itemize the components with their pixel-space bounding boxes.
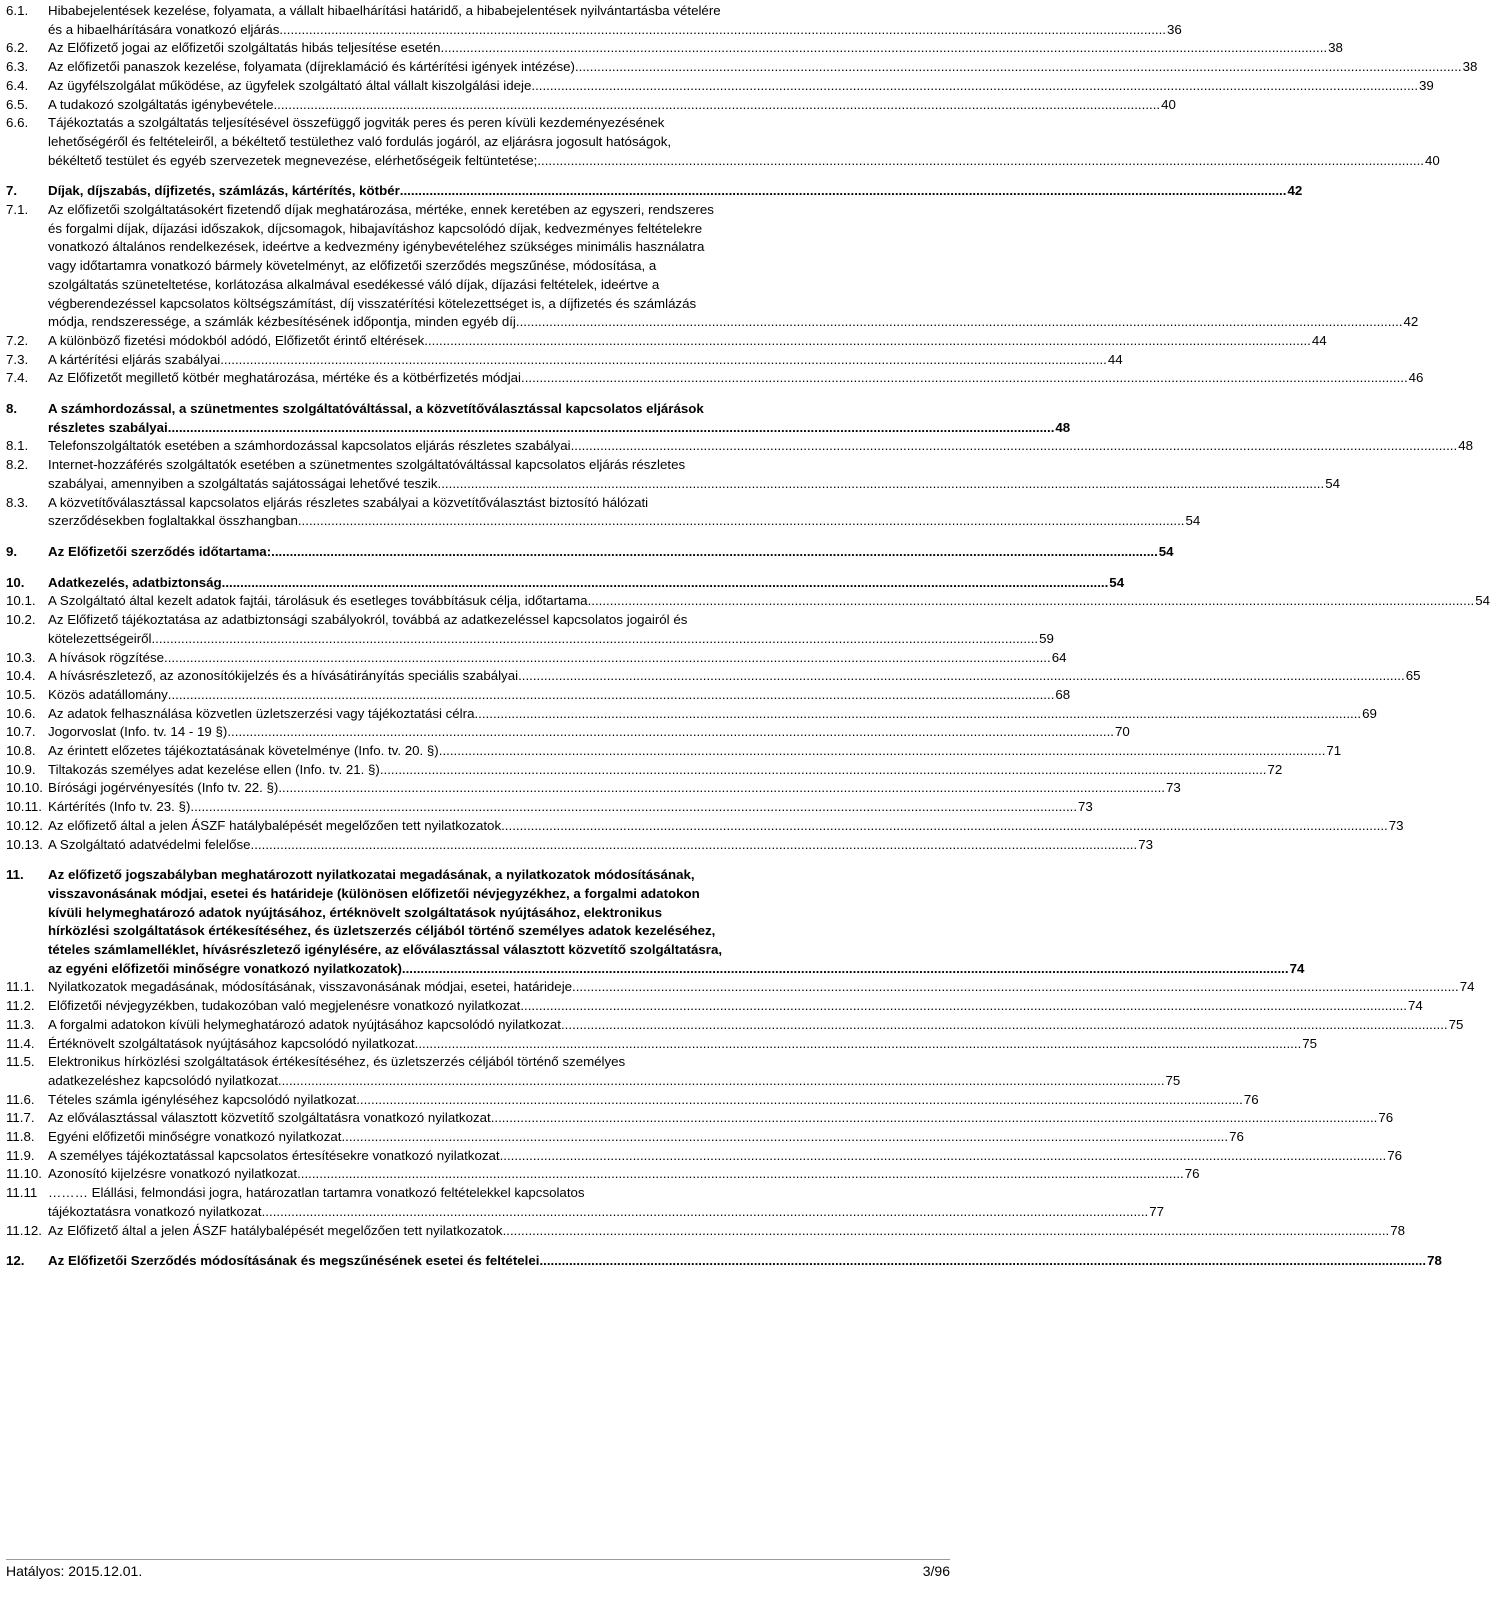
toc-entry-number: 11.12. — [6, 1222, 42, 1238]
toc-entry[interactable] — [6, 592, 1490, 611]
toc-entry[interactable] — [6, 836, 1153, 855]
dot-leader — [575, 58, 1462, 77]
toc-entry-title-line: A személyes tájékoztatással kapcsolatos értesítésekre vonatkozó nyilatkozat — [48, 1147, 500, 1163]
toc-entry-title-line: A tudakozó szolgáltatás igénybevétele — [48, 96, 274, 112]
toc-entry-title-line: Tételes számla igényléséhez kapcsolódó nyilatkozat — [48, 1091, 357, 1107]
toc-entry-number: 10.2. — [6, 612, 36, 628]
toc-entry-number: 11.8. — [6, 1129, 35, 1145]
toc-entry-title-line: vonatkozó általános rendelkezések, ideértve a kedvezmény igénybevételéhez szükséges minimális használatra — [48, 239, 705, 255]
toc-entry-number: 6.3. — [6, 59, 29, 75]
dot-leader — [220, 351, 1107, 370]
toc-entry[interactable] — [6, 1165, 1200, 1184]
toc-entry-number: 10.13. — [6, 836, 43, 852]
toc-entry-number: 11.6. — [6, 1091, 35, 1107]
toc-entry-title-line: kötelezettségeiről — [48, 630, 152, 646]
toc-entry-title-line: Közös adatállomány — [48, 686, 168, 702]
toc-entry-title-line: A számhordozással, a szünetmentes szolgáltatóváltással, a közvetítőválasztással kapcsolatos eljárások — [48, 401, 704, 417]
toc-entry[interactable] — [6, 742, 1342, 761]
toc-entry-title-line: Elektronikus hírközlési szolgáltatások értékesítéséhez, és üzletszerzés céljából történő személyes — [48, 1054, 626, 1070]
toc-entry[interactable] — [6, 1147, 1403, 1166]
dot-leader — [164, 649, 1051, 668]
dot-leader — [278, 1072, 1165, 1091]
toc-entry-number: 11.5. — [6, 1054, 35, 1070]
toc-entry-page: 36 — [1167, 21, 1182, 37]
toc-entry-title-line: Az előfizetői szolgáltatásokért fizetendő díjak meghatározása, mértéke, ennek keretében az egyszeri, rendszeres — [48, 202, 714, 218]
toc-entry-page: 70 — [1115, 724, 1130, 740]
toc-entry-number: 11.11 — [6, 1185, 38, 1201]
toc-entry-title-line: A Szolgáltató adatvédelmi felelőse — [48, 836, 251, 852]
toc-entry-number: 6.1. — [6, 3, 29, 18]
toc-entry-number: 11.2. — [6, 998, 35, 1014]
toc-entry-page: 77 — [1149, 1203, 1165, 1219]
toc-entry-title-line: végberendezéssel kapcsolatos költségszámítást, díj visszatérítési kötelezettséget is, a díjfizetés és számlázás — [48, 295, 697, 311]
toc-entry[interactable] — [6, 705, 1377, 724]
toc-entry-page: 39 — [1419, 77, 1434, 93]
toc-entry-number: 11.9. — [6, 1147, 35, 1163]
toc-entry[interactable] — [6, 866, 1305, 978]
toc-entry-number: 10. — [6, 574, 25, 590]
toc-entry-number: 11. — [6, 867, 24, 883]
dot-leader — [415, 1035, 1302, 1054]
toc-entry[interactable] — [6, 114, 1440, 170]
toc-entry-title-line: ……… Elállási, felmondási jogra, határozatlan tartamra vonatkozó feltételekkel kapcsolatos — [48, 1185, 585, 1201]
dot-leader — [438, 475, 1325, 494]
toc-entry-title-line: A hívások rögzítése — [48, 649, 165, 665]
toc-entry-number: 11.3. — [6, 1016, 35, 1032]
toc-entry-title-line: Az előválasztással választott közvetítő szolgáltatásra vonatkozó nyilatkozat — [48, 1110, 491, 1126]
toc-entry[interactable] — [6, 369, 1424, 388]
dot-leader — [537, 152, 1424, 171]
dot-leader — [518, 667, 1405, 686]
toc-entry-number: 7.2. — [6, 332, 29, 348]
toc-entry[interactable] — [6, 761, 1283, 780]
page-number: 3/96 — [922, 1563, 950, 1579]
toc-entry-title-line: Telefonszolgáltatók esetében a számhordozással kapcsolatos eljárás részletes szabályai — [48, 438, 571, 454]
toc-entry-title-line: tételes számlamelléklet, hívásrészletező igénylésére, az előválasztással választott közvetítő szolgáltatásra, — [48, 942, 723, 958]
dot-leader — [474, 705, 1361, 724]
toc-entry-title-line: vagy időtartamra vonatkozó bármely követelményt, az előfizetői szerződés megszűnése, módosítása, a — [48, 258, 657, 274]
toc-entry-number: 7.1. — [6, 202, 29, 218]
toc-entry-title-line: Az adatok felhasználása közvetlen üzletszerzési vagy tájékoztatási célra — [48, 705, 475, 721]
toc-entry-page: 54 — [1185, 513, 1201, 529]
toc-entry-number: 10.7. — [6, 724, 36, 740]
toc-entry[interactable] — [6, 1184, 1165, 1221]
toc-entry-page: 74 — [1459, 979, 1475, 995]
toc-entry-page: 75 — [1448, 1016, 1464, 1032]
toc-entry-number: 10.9. — [6, 761, 36, 777]
dot-leader — [273, 96, 1160, 115]
toc-entry-title-line: A kártérítési eljárás szabályai — [48, 351, 221, 367]
dot-leader — [500, 1147, 1387, 1166]
toc-entry-page: 69 — [1362, 705, 1377, 721]
dot-leader — [222, 574, 1109, 593]
toc-entry-number: 8.2. — [6, 457, 29, 473]
toc-entry[interactable] — [6, 39, 1343, 58]
toc-entry[interactable] — [6, 437, 1473, 456]
dot-leader — [516, 313, 1403, 332]
toc-entry-page: 64 — [1051, 649, 1067, 665]
page-footer — [6, 1559, 950, 1582]
toc-entry-title-line: Tiltakozás személyes adat kezelése ellen (Info. tv. 21. §) — [48, 761, 380, 777]
toc-entry-page: 76 — [1229, 1129, 1244, 1145]
dot-leader — [190, 798, 1077, 817]
toc-entry[interactable] — [6, 96, 1176, 115]
toc-entry-number: 9. — [6, 543, 18, 559]
toc-entry-page: 38 — [1328, 40, 1343, 56]
toc-entry-title-line: Előfizetői névjegyzékben, tudakozóban való megjelenésre vonatkozó nyilatkozat — [48, 998, 521, 1014]
toc-entry-title-line: Díjak, díjszabás, díjfizetés, számlázás, kártérítés, kötbér — [48, 183, 400, 199]
toc-entry-title-line: békéltető testület és egyéb szervezetek megnevezése, elérhetőségeik feltüntetése; — [48, 152, 538, 168]
dot-leader — [262, 1203, 1149, 1222]
toc-entry-page: 42 — [1287, 183, 1303, 199]
toc-entry[interactable] — [6, 1128, 1244, 1147]
dot-leader — [402, 960, 1289, 979]
toc-entry-title-line: Az Előfizető által a jelen ÁSZF hatálybalépését megelőzően tett nyilatkozatok — [48, 1222, 503, 1238]
toc-entry-title-line: Hibabejelentések kezelése, folyamata, a vállalt hibaelhárítási határidő, a hibabejelentések nyilvántartásba vételére — [48, 3, 721, 18]
toc-entry[interactable] — [6, 798, 1093, 817]
toc-entry[interactable] — [6, 649, 1067, 668]
dot-leader — [278, 779, 1165, 798]
toc-entry-title-line: Az előfizetői panaszok kezelése, folyamata (díjreklamáció és kártérítési igények intézése) — [48, 59, 575, 75]
toc-entry-page: 42 — [1403, 314, 1419, 330]
dot-leader — [539, 1252, 1426, 1271]
toc-entry-title-line: tájékoztatásra vonatkozó nyilatkozat — [48, 1203, 262, 1219]
toc-entry-page: 40 — [1424, 152, 1440, 168]
toc-entry-title-line: Nyilatkozatok megadásának, módosításának, visszavonásának módjai, esetei, határideje — [48, 979, 573, 995]
toc-entry[interactable] — [6, 543, 1174, 562]
toc-entry-page: 76 — [1243, 1091, 1259, 1107]
toc-entry-title-line: az egyéni előfizetői minőségre vonatkozó nyilatkozatok) — [48, 960, 402, 976]
toc-entry-title-line: módja, rendszeressége, a számlák kézbesítésének időpontja, minden egyéb díj — [48, 314, 516, 330]
toc-entry-number: 10.8. — [6, 743, 36, 759]
toc-entry[interactable] — [6, 997, 1423, 1016]
toc-entry-page: 71 — [1326, 743, 1342, 759]
dot-leader — [380, 761, 1267, 780]
toc-entry[interactable] — [6, 611, 1054, 648]
toc-entry[interactable] — [6, 779, 1181, 798]
toc-entry-title-line: szerződésekben foglaltakkal összhangban — [48, 513, 298, 529]
toc-entry-title-line: A Szolgáltató által kezelt adatok fajtái, tárolásuk és esetleges továbbításuk célja, időtartama — [48, 593, 588, 609]
dot-leader — [251, 836, 1138, 855]
toc-entry-title-line: visszavonásának módjai, esetei és határideje (különösen előfizetői névjegyzékhez, a forgalmi adatokon — [48, 885, 700, 901]
toc-entry-number: 7. — [6, 183, 18, 199]
toc-entry[interactable] — [6, 1252, 1442, 1271]
toc-entry-title-line: szabályai, amennyiben a szolgáltatás sajátosságai lehetővé teszik — [48, 475, 438, 491]
toc-entry[interactable] — [6, 58, 1478, 77]
toc-entry-page: 59 — [1039, 630, 1054, 646]
toc-entry-title-line: és a hibaelhárítására vonatkozó eljárás — [48, 21, 280, 37]
toc-entry-page: 75 — [1165, 1072, 1181, 1088]
toc-entry-number: 11.4. — [6, 1035, 35, 1051]
toc-entry-page: 40 — [1161, 96, 1176, 112]
toc-entry-title-line: adatkezeléshez kapcsolódó nyilatkozat — [48, 1072, 278, 1088]
dot-leader — [297, 1165, 1184, 1184]
toc-entry[interactable] — [6, 817, 1404, 836]
toc-entry-number: 6.4. — [6, 77, 29, 93]
toc-entry-page: 44 — [1107, 351, 1123, 367]
dot-leader — [271, 543, 1158, 562]
toc-entry-page: 78 — [1390, 1222, 1406, 1238]
toc-entry[interactable] — [6, 1091, 1259, 1110]
toc-entry[interactable] — [6, 1035, 1318, 1054]
dot-leader — [531, 77, 1418, 96]
toc-entry-title-line: Az Előfizetőt megillető kötbér meghatározása, mértéke és a kötbérfizetés módjai — [48, 370, 522, 386]
toc-entry[interactable] — [6, 2, 1182, 39]
toc-entry-title-line: hírközlési szolgáltatások értékesítéséhez, és üzletszerzés céljából történő személyes adatok kezeléséhez, — [48, 923, 716, 939]
toc-entry-number: 6.6. — [6, 115, 29, 131]
toc-entry-title-line: Az Előfizetői Szerződés módosításának és megszűnésének esetei és feltételei — [48, 1253, 540, 1269]
dot-leader — [503, 1222, 1390, 1241]
toc-entry[interactable] — [6, 351, 1123, 370]
toc-entry-title-line: Kártérítés (Info tv. 23. §) — [48, 799, 191, 815]
effective-date: Hatályos: 2015.12.01. — [6, 1563, 143, 1579]
toc-entry-page: 73 — [1388, 817, 1404, 833]
toc-entry-number: 8.1. — [6, 438, 29, 454]
dot-leader — [168, 686, 1055, 705]
toc-entry-page: 78 — [1427, 1253, 1442, 1269]
toc-entry-page: 76 — [1378, 1110, 1394, 1126]
toc-entry[interactable] — [6, 574, 1125, 593]
toc-entry[interactable] — [6, 182, 1303, 201]
toc-entry[interactable] — [6, 77, 1434, 96]
toc-entry-number: 12. — [6, 1253, 25, 1269]
toc-entry-page: 73 — [1166, 780, 1181, 796]
toc-entry-page: 48 — [1458, 438, 1473, 454]
toc-entry[interactable] — [6, 400, 1071, 437]
dot-leader — [572, 978, 1459, 997]
toc-entry-page: 54 — [1158, 543, 1174, 559]
toc-entry-number: 10.1. — [6, 593, 36, 609]
toc-entry-number: 10.4. — [6, 668, 36, 684]
toc-entry[interactable] — [6, 201, 1419, 332]
toc-entry-page: 74 — [1407, 998, 1423, 1014]
toc-entry-title-line: Internet-hozzáférés szolgáltatók esetében a szünetmentes szolgáltatóváltással kapcsolatos eljárás részletes — [48, 457, 686, 473]
toc-entry-page: 73 — [1138, 836, 1153, 852]
toc-entry-title-line: kívüli helymeghatározó adatok nyújtásához, értéknövelt szolgáltatások nyújtásához, elektronikus — [48, 904, 663, 920]
toc-entry-number: 11.1. — [6, 979, 35, 995]
dot-leader — [227, 723, 1114, 742]
toc-entry-number: 10.3. — [6, 649, 36, 665]
toc-entry-title-line: Egyéni előfizetői minőségre vonatkozó nyilatkozat — [48, 1129, 342, 1145]
toc-entry-title-line: részletes szabályai — [48, 419, 168, 435]
toc-entry[interactable] — [6, 1016, 1464, 1035]
toc-entry-number: 10.5. — [6, 686, 36, 702]
dot-leader — [491, 1109, 1378, 1128]
toc-entry-title-line: A forgalmi adatokon kívüli helymeghatározó adatok nyújtásához kapcsolódó nyilatkozat — [48, 1016, 561, 1032]
dot-leader — [400, 182, 1287, 201]
toc-entry-title-line: Bírósági jogérvényesítés (Info tv. 22. §) — [48, 780, 279, 796]
dot-leader — [424, 332, 1311, 351]
dot-leader — [356, 1091, 1243, 1110]
toc-entry[interactable] — [6, 978, 1475, 997]
toc-entry-title-line: Értéknövelt szolgáltatások nyújtásához kapcsolódó nyilatkozat — [48, 1035, 415, 1051]
toc-entry-title-line: és forgalmi díjak, díjazási időszakok, díjcsomagok, hibajavításhoz kapcsolódó díjak, kedvezményes feltételekre — [48, 220, 703, 236]
toc-entry[interactable] — [6, 494, 1201, 531]
dot-leader — [151, 630, 1038, 649]
dot-leader — [168, 419, 1055, 438]
toc-entry-number: 7.4. — [6, 370, 29, 386]
toc-entry-number: 7.3. — [6, 351, 29, 367]
toc-entry[interactable] — [6, 332, 1327, 351]
toc-entry-page: 44 — [1311, 332, 1327, 348]
toc-entry-page: 54 — [1475, 593, 1490, 609]
toc-entry-title-line: Tájékoztatás a szolgáltatás teljesítésével összefüggő jogviták peres és peren kívüli kezdeményezésének — [48, 115, 665, 131]
table-of-contents — [6, 2, 1490, 1271]
toc-entry[interactable] — [6, 456, 1340, 493]
toc-entry-title-line: Azonosító kijelzésre vonatkozó nyilatkozat — [48, 1166, 298, 1182]
toc-entry[interactable] — [6, 1053, 1181, 1090]
toc-entry[interactable] — [6, 1222, 1406, 1241]
toc-entry-title-line: Az Előfizető jogai az előfizetői szolgáltatás hibás teljesítése esetén — [48, 40, 441, 56]
toc-entry-title-line: Adatkezelés, adatbiztonság — [48, 574, 222, 590]
toc-entry-number: 11.10. — [6, 1166, 42, 1182]
toc-entry-title-line: Jogorvoslat (Info. tv. 14 - 19 §) — [48, 724, 228, 740]
dot-leader — [561, 1016, 1448, 1035]
toc-entry-title-line: Az Előfizető tájékoztatása az adatbiztonsági szabályokról, továbbá az adatkezeléssel kapcsolatos jogairól és — [48, 612, 688, 628]
toc-entry-number: 8. — [6, 401, 18, 417]
toc-entry-page: 75 — [1302, 1035, 1318, 1051]
toc-entry-page: 76 — [1387, 1147, 1403, 1163]
toc-entry-title-line: Az előfizető által a jelen ÁSZF hatálybalépését megelőzően tett nyilatkozatok — [48, 817, 502, 833]
toc-entry-page: 38 — [1462, 59, 1478, 75]
toc-entry-number: 8.3. — [6, 494, 29, 510]
toc-entry-title-line: Az előfizető jogszabályban meghatározott nyilatkozatai megadásának, a nyilatkozatok módosításának, — [48, 867, 695, 883]
dot-leader — [341, 1128, 1228, 1147]
dot-leader — [521, 369, 1408, 388]
toc-entry-page: 76 — [1184, 1166, 1200, 1182]
toc-entry-number: 10.12. — [6, 817, 43, 833]
toc-entry-page: 72 — [1267, 761, 1283, 777]
toc-entry-number: 6.5. — [6, 96, 29, 112]
toc-entry-page: 54 — [1109, 574, 1125, 590]
toc-entry[interactable] — [6, 1109, 1394, 1128]
dot-leader — [439, 742, 1326, 761]
toc-entry-page: 65 — [1405, 668, 1421, 684]
dot-leader — [571, 437, 1458, 456]
dot-leader — [588, 592, 1475, 611]
dot-leader — [520, 997, 1407, 1016]
toc-entry[interactable] — [6, 686, 1071, 705]
dot-leader — [501, 817, 1388, 836]
toc-entry[interactable] — [6, 667, 1421, 686]
toc-entry-page: 68 — [1055, 686, 1071, 702]
toc-entry-page: 46 — [1408, 370, 1424, 386]
toc-entry-number: 10.10. — [6, 780, 43, 796]
toc-entry-page: 73 — [1078, 799, 1093, 815]
toc-entry-title-line: lehetőségéről és feltételeiről, a békéltető testülethez való fordulás jogáról, az eljárásra jogosult hatóságok, — [48, 133, 672, 149]
dot-leader — [441, 39, 1328, 58]
toc-entry-title-line: A különböző fizetési módokból adódó, Előfizetőt érintő eltérések — [48, 332, 425, 348]
toc-entry-title-line: szolgáltatás szüneteltetése, korlátozása alkalmával esedékessé váló díjak, díjazási feltételek, ideértve a — [48, 276, 660, 292]
toc-entry-number: 6.2. — [6, 40, 29, 56]
toc-entry-title-line: Az ügyfélszolgálat működése, az ügyfelek szolgáltató által vállalt kiszolgálási ideje — [48, 77, 532, 93]
toc-entry-page: 54 — [1325, 475, 1340, 491]
toc-entry-title-line: Az Előfizetői szerződés időtartama: — [48, 543, 272, 559]
toc-entry[interactable] — [6, 723, 1130, 742]
toc-entry-title-line: A közvetítőválasztással kapcsolatos eljárás részletes szabályai a közvetítőválasztást biztosító hálózati — [48, 494, 649, 510]
toc-entry-number: 10.11. — [6, 799, 42, 815]
toc-entry-page: 74 — [1289, 960, 1305, 976]
toc-entry-title-line: Az érintett előzetes tájékoztatásának követelménye (Info. tv. 20. §) — [48, 743, 439, 759]
toc-entry-page: 48 — [1055, 419, 1071, 435]
dot-leader — [279, 21, 1166, 40]
dot-leader — [298, 512, 1185, 531]
toc-entry-number: 11.7. — [6, 1110, 35, 1126]
toc-entry-title-line: A hívásrészletező, az azonosítókijelzés és a hívásátirányítás speciális szabályai — [48, 668, 519, 684]
toc-entry-number: 10.6. — [6, 705, 36, 721]
